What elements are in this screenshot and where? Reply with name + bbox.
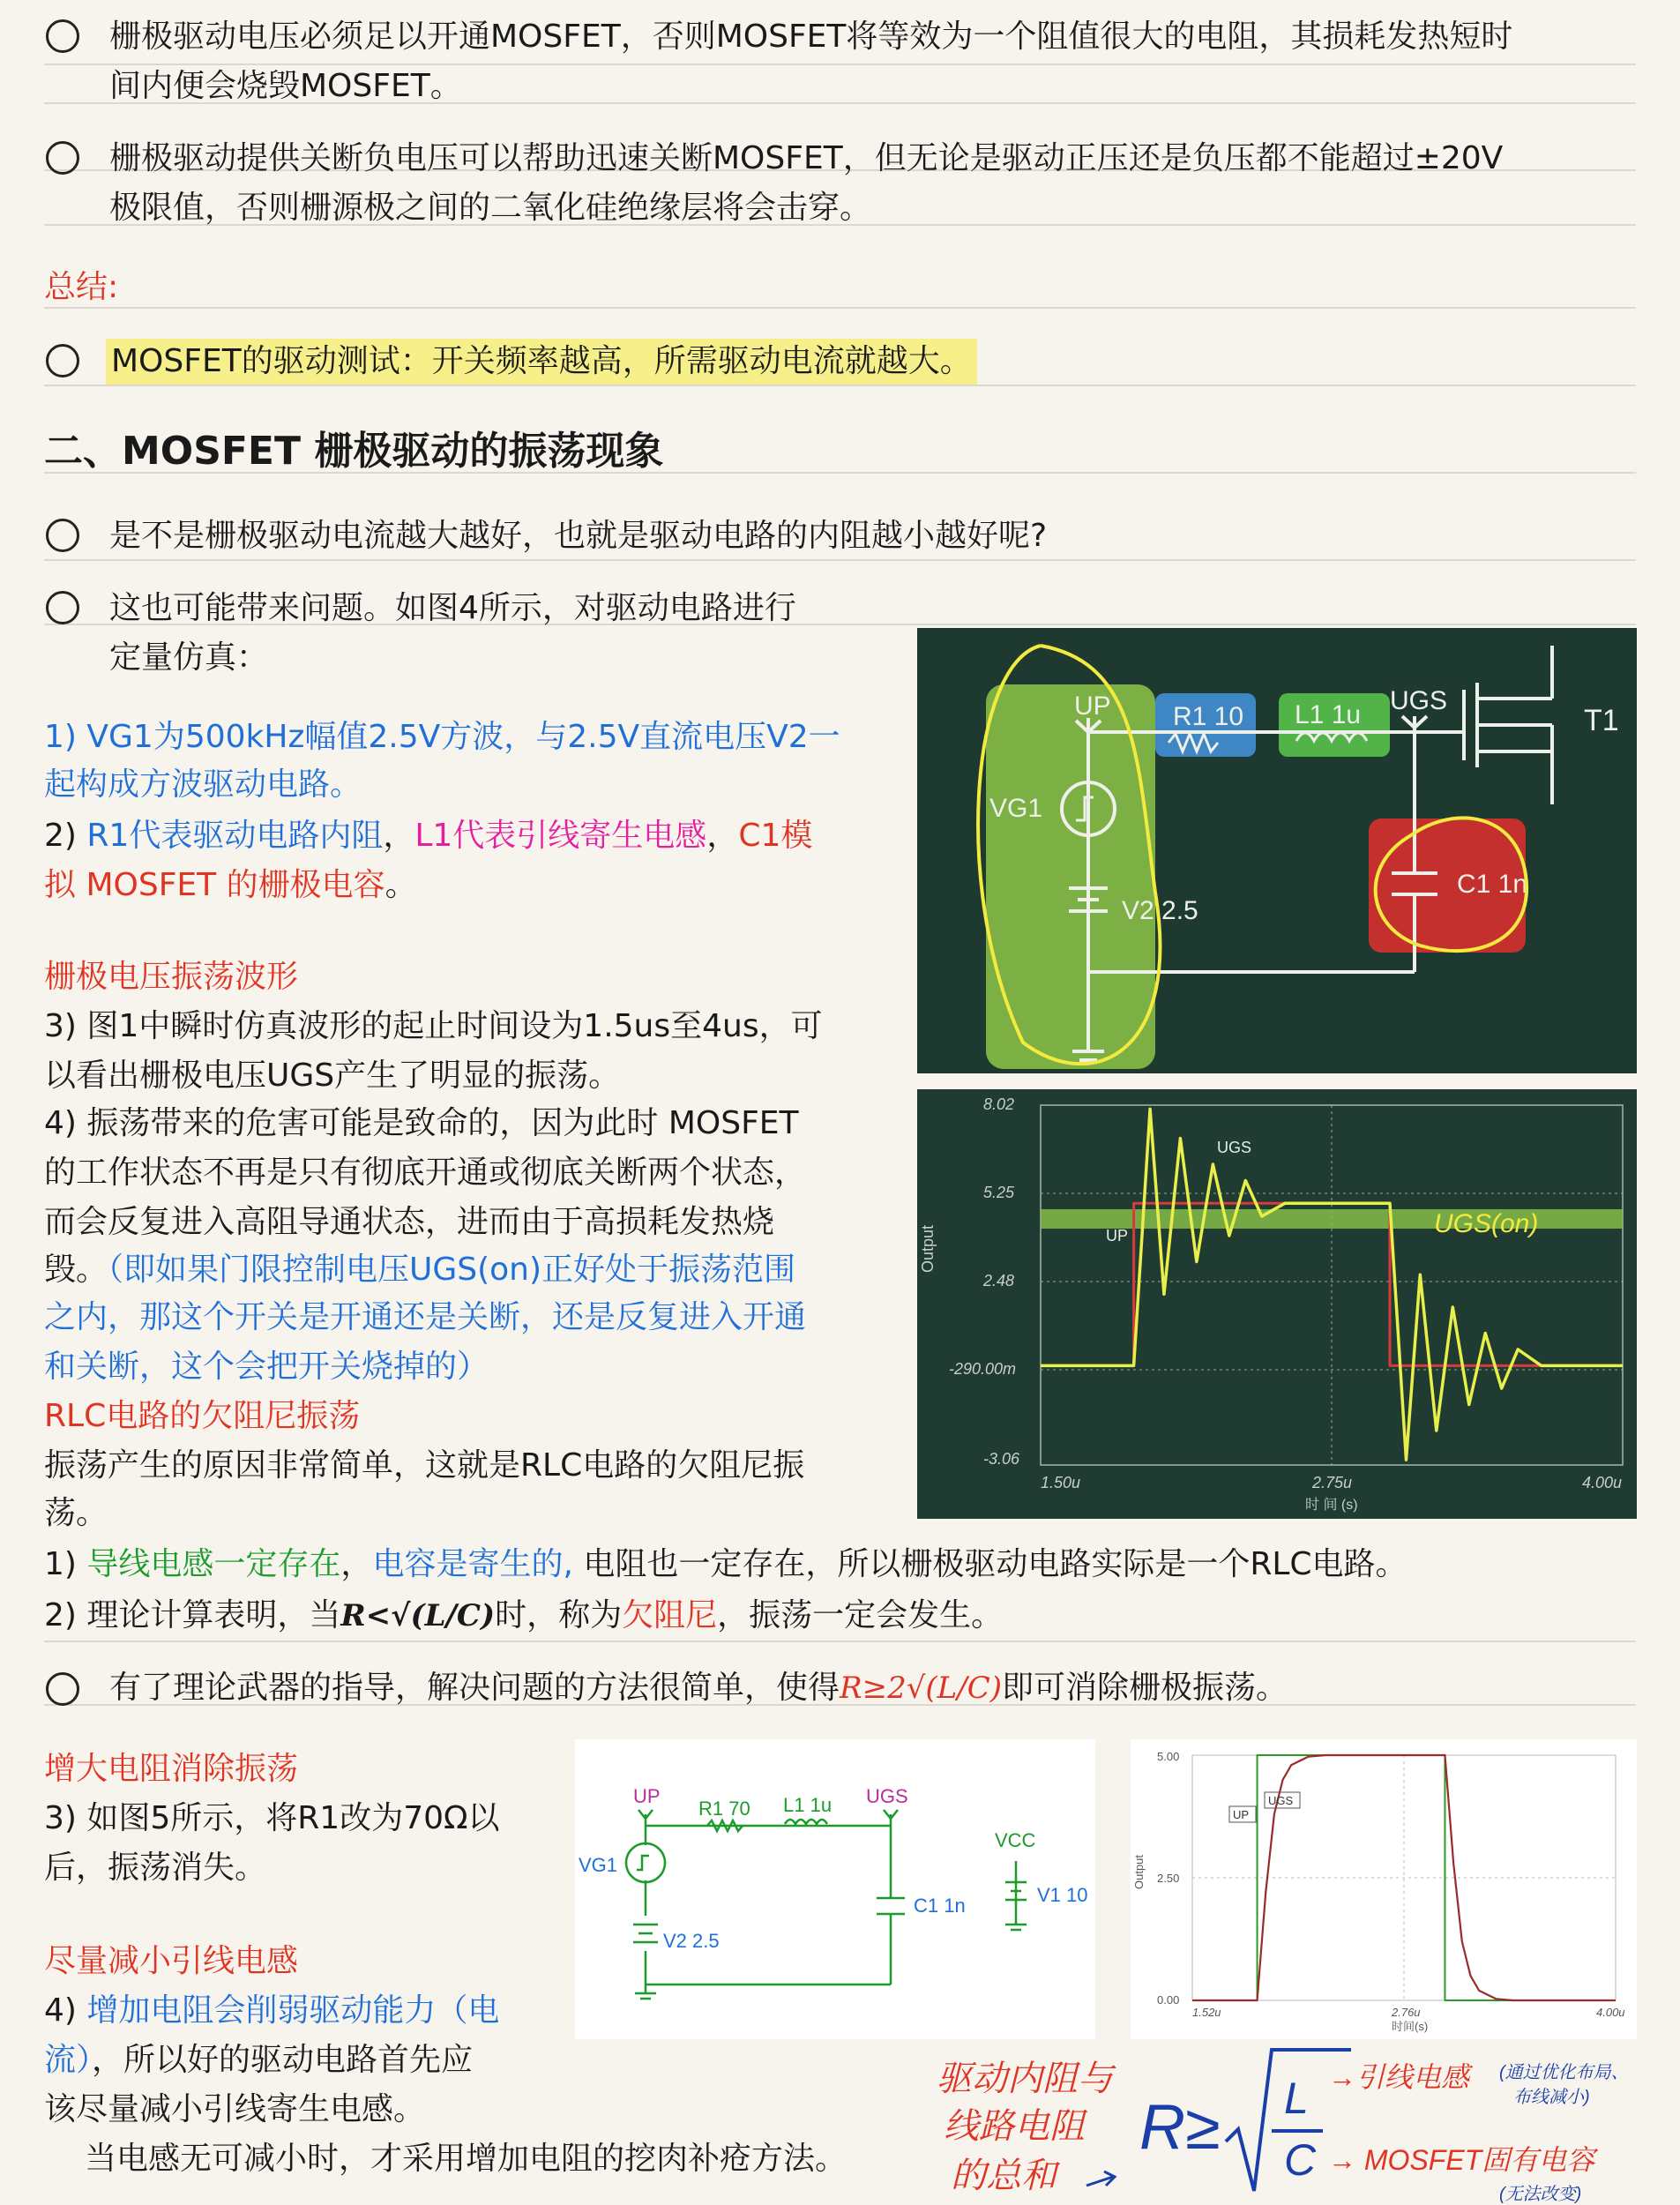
hw-left-line3: 的总和 [951, 2156, 1057, 2195]
note-4-aside: （即如果门限控制电压UGS(on)正好处于振荡范围 [108, 1252, 796, 1288]
hw-lead-inductance: →引线电感 [1328, 2061, 1470, 2093]
fix-4-prefix: 4) [44, 1992, 87, 2029]
note-2-sep: ， [383, 818, 415, 854]
note-4-cont [44, 1247, 795, 1293]
bullet-text-2-cont: 极限值，否则栅源极之间的二氧化硅绝缘层将会击穿。 [109, 190, 872, 226]
note-4-aside-cont: 之内，那这个开关是开通还是关断，还是反复进入开通 [44, 1299, 807, 1335]
bullet-circle [46, 344, 79, 377]
fig4-c1-label: C1 1n [1457, 870, 1528, 899]
summary-label: 总结: [44, 269, 119, 305]
bullet-circle [46, 141, 79, 175]
bullet-text-1: 栅极驱动电压必须足以开通MOSFET，否则MOSFET将等效为一个阻值很大的电阻，其损耗发热短时 [109, 19, 1513, 55]
rlc-point-1-prefix: 1) [44, 1546, 87, 1582]
bullet-text-2: 栅极驱动提供关断负电压可以帮助迅速关断MOSFET，但无论是驱动正压还是负压都不能超过±20V [109, 140, 1504, 176]
fig5-up-label: UP [633, 1785, 661, 1807]
fig4-ytick: -290.00m [949, 1360, 1017, 1378]
rlc-point-2-end: ，振荡一定会发生。 [717, 1597, 1004, 1633]
summary-bullet: MOSFET的驱动测试：开关频率越高，所需驱动电流就越大。 [106, 339, 977, 385]
fig5-vg1-label: VG1 [579, 1854, 618, 1876]
rlc-point-2-mid: 时，称为 [495, 1597, 623, 1633]
subheading-rlc: RLC电路的欠阻尼振荡 [44, 1398, 361, 1434]
question-3-formula: R≥2√(L/C) [840, 1671, 1002, 1706]
hw-mosfet-note: (无法改变) [1499, 2185, 1582, 2204]
note-3-cont: 以看出栅极电压UGS产生了明显的振荡。 [44, 1058, 621, 1094]
rlc-point-2-underdamped: 欠阻尼 [622, 1597, 718, 1633]
fig4-up-label: UP [1074, 691, 1111, 721]
note-4: 4) 振荡带来的危害可能是致命的，因为此时 MOSFET [44, 1105, 799, 1141]
fig4-ytick: -3.06 [983, 1450, 1020, 1468]
fig5-xtick: 4.00u [1596, 2006, 1625, 2019]
fix-4 [44, 1988, 499, 2034]
fig4-t1-label: T1 [1584, 704, 1619, 737]
note-4-aside-cont: 和关断，这个会把开关烧掉的） [44, 1349, 489, 1385]
fix-4-cont [44, 2037, 473, 2083]
fig4-circuit [917, 628, 1637, 1073]
fig4-xlabel: 时 间 (s) [1305, 1498, 1358, 1513]
rlc-text-cont: 荡。 [44, 1495, 108, 1531]
rlc-point-2 [44, 1593, 1003, 1639]
fig4-up-series-label: UP [1106, 1227, 1129, 1245]
fig4-r1-label: R1 10 [1173, 702, 1244, 731]
rlc-point-1-rest: 电阻也一定存在，所以栅极驱动电路实际是一个RLC电路。 [572, 1546, 1407, 1582]
note-2-end: 。 [385, 867, 417, 903]
fix-5: 当电感无可减小时，才采用增加电阻的挖肉补疮方法。 [85, 2141, 847, 2177]
fig4-xtick: 1.50u [1041, 1474, 1081, 1491]
note-1-cont: 起构成方波驱动电路。 [44, 766, 362, 803]
fig5-vcc-label: VCC [995, 1829, 1036, 1851]
rlc-point-2-prefix: 2) 理论计算表明，当 [44, 1597, 341, 1633]
section-heading: 二、MOSFET 栅极驱动的振荡现象 [44, 429, 664, 474]
note-4-cont: 而会反复进入高阻导通状态，进而由于高损耗发热烧 [44, 1204, 775, 1240]
fig5-up-series-label: UP [1233, 1808, 1250, 1821]
rlc-point-2-formula: R<√(L/C) [340, 1598, 496, 1633]
question-3 [109, 1665, 1288, 1711]
bullet-circle [46, 519, 79, 552]
bullet-text-1-cont: 间内便会烧毁MOSFET。 [109, 68, 462, 104]
hw-left-line2: 线路电阻 [944, 2107, 1085, 2146]
hw-formula-l: L [1284, 2074, 1309, 2123]
fig5-ylabel: Output [1132, 1854, 1146, 1889]
fig4-xtick: 2.75u [1312, 1474, 1353, 1491]
fig4-l1-label: L1 1u [1295, 700, 1362, 729]
fig5-r1-label: R1 70 [698, 1798, 750, 1820]
note-2 [44, 813, 812, 859]
note-1: 1) VG1为500kHz幅值2.5V方波，与2.5V直流电压V2一 [44, 719, 840, 755]
fig5-xtick: 2.76u [1392, 2006, 1421, 2019]
fix-3-cont: 后，振荡消失。 [44, 1850, 267, 1886]
hw-left-line1: 驱动内阻与 [937, 2059, 1113, 2098]
rlc-point-1-inductance: 导线电感一定存在 [86, 1546, 341, 1582]
fig5-xlabel: 时间(s) [1392, 2020, 1429, 2033]
note-4-end: 毁。 [44, 1252, 108, 1288]
note-2-sep: ， [706, 818, 739, 854]
bullet-circle [46, 19, 79, 53]
note-2-r1: R1代表驱动电路内阻 [86, 818, 384, 854]
fix-3: 3) 如图5所示，将R1改为70Ω以 [44, 1800, 500, 1836]
fig5-v1-label: V1 10 [1037, 1884, 1088, 1906]
question-3-a: 有了理论武器的指导，解决问题的方法很简单，使得 [109, 1670, 840, 1706]
note-2-cont [44, 863, 417, 908]
fig4-ytick: 5.25 [983, 1184, 1015, 1201]
hw-mosfet-cap: → MOSFET固有电容 [1328, 2144, 1595, 2176]
question-1: 是不是栅极驱动电流越大越好，也就是驱动电路的内阻越小越好呢? [109, 518, 1048, 554]
fig5-ytick: 2.50 [1157, 1872, 1180, 1885]
fig4-ugs-on-annotation: UGS(on) [1434, 1209, 1539, 1238]
fix-4-blue-cont: 流） [44, 2042, 93, 2078]
note-2-l1: L1代表引线寄生电感 [414, 818, 707, 854]
bullet-circle [46, 591, 79, 624]
question-2: 这也可能带来问题。如图4所示，对驱动电路进行 [109, 590, 796, 626]
rlc-text: 振荡产生的原因非常简单，这就是RLC电路的欠阻尼振 [44, 1447, 805, 1484]
fig4-v2-label: V2 2.5 [1122, 896, 1198, 925]
fig5-l1-label: L1 1u [783, 1794, 833, 1816]
hw-lead-note-2: 布线减小) [1513, 2088, 1590, 2107]
fig4-xtick: 4.00u [1582, 1474, 1623, 1491]
fig4-ylabel: Output [919, 1224, 937, 1273]
fig5-circuit [575, 1739, 1095, 2039]
note-2-c1: C1模 [738, 818, 813, 854]
fig5-xtick: 1.52u [1192, 2006, 1221, 2019]
fig5-ytick: 0.00 [1157, 1993, 1180, 2007]
hw-lead-note-1: (通过优化布局、 [1499, 2063, 1629, 2082]
fig4-ugs-label: UGS [1390, 686, 1448, 715]
subheading-osc: 栅极电压振荡波形 [44, 959, 299, 995]
subheading-reduce-l: 尽量减小引线电感 [44, 1943, 299, 1979]
fix-4-cont: 该尽量减小引线寄生电感。 [44, 2091, 426, 2127]
fig4-vg1-label: VG1 [989, 794, 1043, 823]
note-2-prefix: 2) [44, 818, 87, 854]
rlc-point-1-sep: ， [340, 1546, 373, 1582]
fig4-ytick: 2.48 [983, 1272, 1015, 1289]
fig4-ytick: 8.02 [983, 1095, 1015, 1113]
fig5-waveform-chart [1131, 1739, 1637, 2039]
fig5-ugs-series-label: UGS [1268, 1794, 1294, 1807]
fig5-v2-label: V2 2.5 [663, 1930, 720, 1952]
fig5-c1-label: C1 1n [914, 1895, 966, 1917]
rlc-point-1 [44, 1542, 1407, 1588]
rlc-point-1-capacitance: 电容是寄生的, [372, 1546, 573, 1582]
fix-4-blue: 增加电阻会削弱驱动能力（电 [86, 1992, 500, 2029]
fix-4-rest: ，所以好的驱动电路首先应 [92, 2042, 474, 2078]
hw-formula-r: R≥ [1139, 2092, 1221, 2163]
bullet-circle [46, 1672, 79, 1706]
fig5-ytick: 5.00 [1157, 1750, 1180, 1763]
fig5-ugs-label: UGS [866, 1785, 908, 1807]
fig4-ugs-series-label: UGS [1217, 1139, 1252, 1156]
subheading-increase-r: 增大电阻消除振荡 [44, 1751, 299, 1787]
fig4-waveform-chart [917, 1089, 1637, 1519]
hw-formula-c: C [1284, 2135, 1317, 2185]
note-2-c1-cont: 拟 MOSFET 的栅极电容 [44, 867, 385, 903]
note-4-cont: 的工作状态不再是只有彻底开通或彻底关断两个状态， [44, 1155, 807, 1191]
note-3: 3) 图1中瞬时仿真波形的起止时间设为1.5us至4us，可 [44, 1008, 823, 1044]
question-2-cont: 定量仿真： [109, 639, 269, 676]
handwritten-annotation [935, 2044, 1640, 2205]
question-3-b: 即可消除栅极振荡。 [1001, 1670, 1288, 1706]
